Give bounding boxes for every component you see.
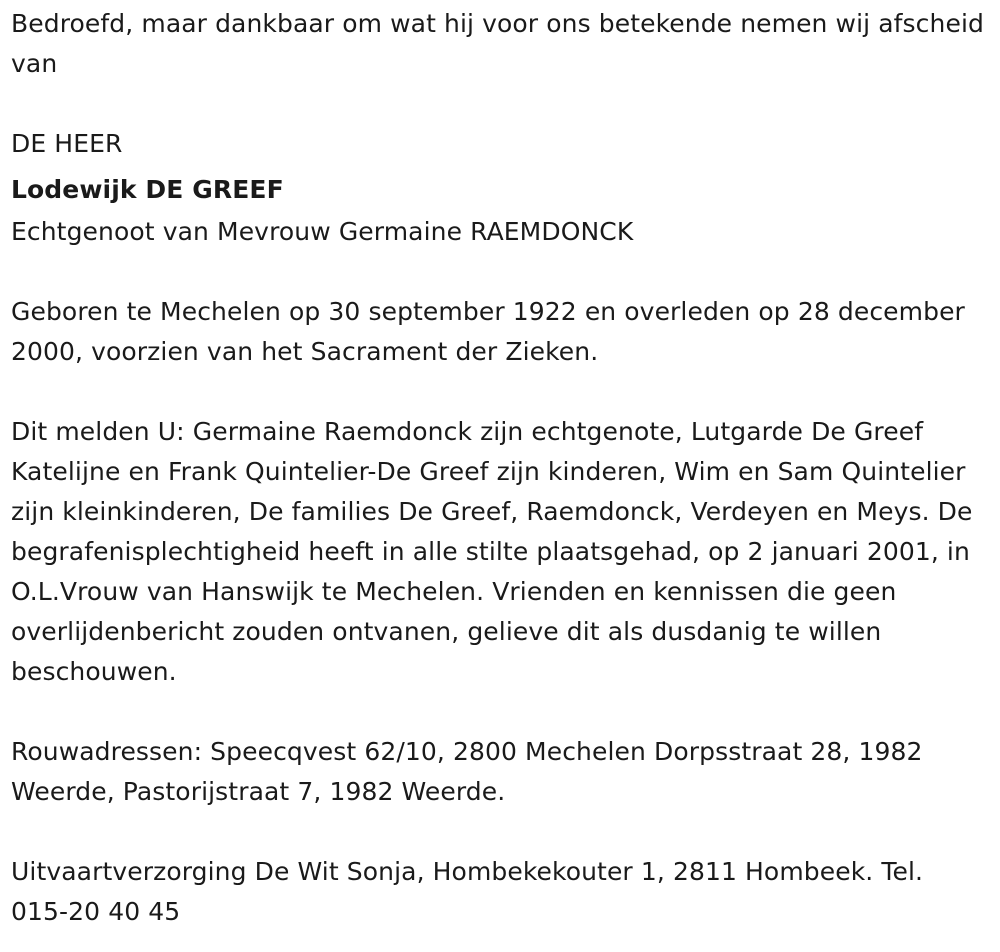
undertaker-info: Uitvaartverzorging De Wit Sonja, Hombekekouter 1, 2811 Hombeek. Tel. 015-20 40 45 (11, 857, 924, 926)
spacer (11, 252, 986, 292)
spacer (11, 692, 986, 732)
obituary-notice (11, 4, 986, 932)
spacer (11, 372, 986, 412)
announcement-text: Dit melden U: Germaine Raemdonck zijn echtgenote, Lutgarde De Greef Katelijne en Frank Quintelier-De Greef zijn kinderen, Wim en Sam Quintelier zijn kleinkinderen, De families De Greef, Raemdonck, Verdeyen en Meys. De begrafenisplechtigheid heeft in alle stilte plaatsgehad, op 2 januari 2001, in O.L.Vrouw van Hanswijk te Mechelen. Vrienden en kennissen die geen overlijdenbericht zouden ontvanen, gelieve dit als dusdanig te willen beschouwen. (11, 417, 973, 686)
spacer (11, 84, 986, 124)
spacer (11, 812, 986, 852)
birth-death-text: Geboren te Mechelen op 30 september 1922 en overleden op 28 december 2000, voorzien van het Sacrament der Zieken. (11, 297, 965, 366)
intro-text: Bedroefd, maar dankbaar om wat hij voor ons betekende nemen wij afscheid van (11, 9, 984, 78)
mourning-addresses: Rouwadressen: Speecqvest 62/10, 2800 Mechelen Dorpsstraat 28, 1982 Weerde, Pastorijstraat 7, 1982 Weerde. (11, 737, 923, 806)
deceased-name: Lodewijk DE GREEF (11, 175, 284, 204)
spouse-line: Echtgenoot van Mevrouw Germaine RAEMDONCK (11, 217, 634, 246)
honorific: DE HEER (11, 129, 123, 158)
